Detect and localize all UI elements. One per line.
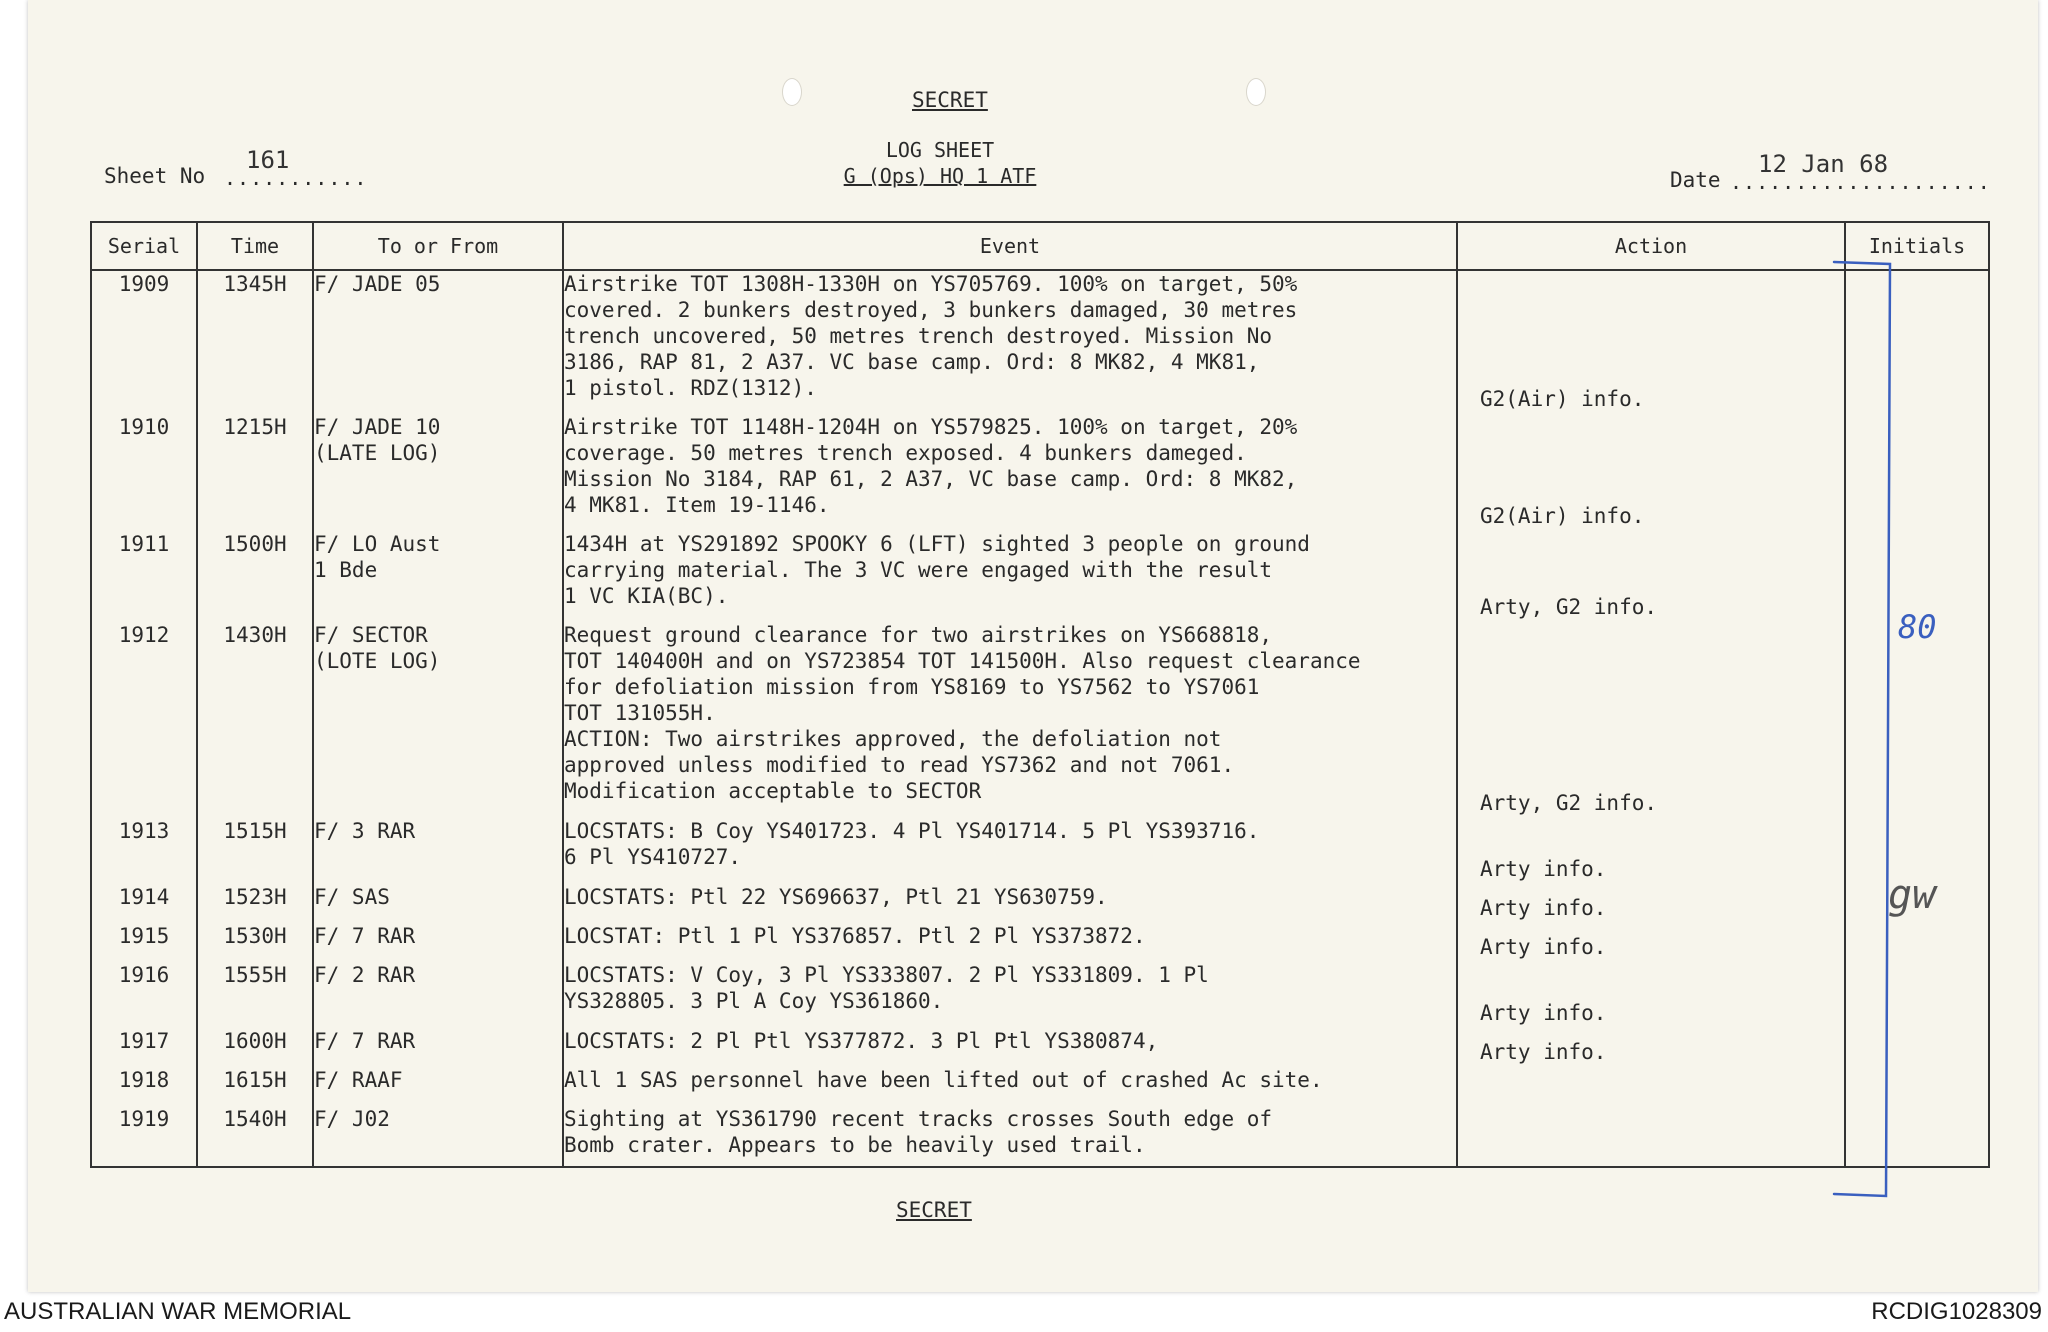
sheet-no-value: 161 xyxy=(246,146,290,174)
action-cell xyxy=(1457,414,1845,531)
action-cell xyxy=(1457,962,1845,1028)
action-text: G2(Air) info. xyxy=(1480,504,1645,528)
sheet-no-label: Sheet No xyxy=(104,164,206,188)
action-cell xyxy=(1457,818,1845,884)
event-cell: LOCSTATS: Ptl 22 YS696637, Ptl 21 YS630759. xyxy=(563,884,1457,923)
time-cell: 1430H xyxy=(197,622,313,818)
date-value: 12 Jan 68 xyxy=(1758,150,1889,178)
initials-signature: gw xyxy=(1888,872,1937,918)
action-cell xyxy=(1457,270,1845,414)
time-cell: 1345H xyxy=(197,270,313,414)
action-text: Arty info. xyxy=(1480,1001,1607,1025)
time-cell: 1523H xyxy=(197,884,313,923)
time-cell: 1540H xyxy=(197,1106,313,1167)
serial-cell: 1916 xyxy=(91,962,197,1028)
time-cell: 1215H xyxy=(197,414,313,531)
table-row xyxy=(91,622,1989,818)
time-cell: 1555H xyxy=(197,962,313,1028)
table-row xyxy=(91,414,1989,531)
log-sheet-unit: G (Ops) HQ 1 ATF xyxy=(843,164,1037,188)
time-cell: 1530H xyxy=(197,923,313,962)
table-row xyxy=(91,818,1989,884)
table-row xyxy=(91,1106,1989,1167)
to-from-cell: F/ 7 RAR xyxy=(313,923,563,962)
col-header-to-from: To or From xyxy=(313,222,563,270)
action-cell xyxy=(1457,1106,1845,1167)
classification-top: SECRET xyxy=(912,88,988,112)
col-header-serial: Serial xyxy=(91,222,197,270)
initials-bracket xyxy=(1832,258,1892,1198)
time-cell: 1500H xyxy=(197,531,313,622)
event-cell: LOCSTATS: B Coy YS401723. 4 Pl YS401714. 5 Pl YS393716. 6 Pl YS410727. xyxy=(563,818,1457,884)
time-cell: 1600H xyxy=(197,1028,313,1067)
sheet-no-dots: ........... xyxy=(224,166,368,190)
action-cell xyxy=(1457,531,1845,622)
action-cell xyxy=(1457,923,1845,962)
to-from-cell: F/ 3 RAR xyxy=(313,818,563,884)
event-cell: LOCSTATS: V Coy, 3 Pl YS333807. 2 Pl YS331809. 1 Pl YS328805. 3 Pl A Coy YS361860. xyxy=(563,962,1457,1028)
event-cell: All 1 SAS personnel have been lifted out of crashed Ac site. xyxy=(563,1067,1457,1106)
serial-cell: 1917 xyxy=(91,1028,197,1067)
table-row xyxy=(91,270,1989,414)
log-sheet-title: LOG SHEET xyxy=(885,138,995,162)
log-table xyxy=(90,221,1990,1168)
to-from-cell: F/ 2 RAR xyxy=(313,962,563,1028)
to-from-cell: F/ RAAF xyxy=(313,1067,563,1106)
col-header-event: Event xyxy=(563,222,1457,270)
action-cell xyxy=(1457,884,1845,923)
punch-hole xyxy=(782,78,802,106)
table-row xyxy=(91,1067,1989,1106)
event-cell: LOCSTATS: 2 Pl Ptl YS377872. 3 Pl Ptl YS380874, xyxy=(563,1028,1457,1067)
serial-cell: 1918 xyxy=(91,1067,197,1106)
action-text: Arty info. xyxy=(1480,935,1607,959)
action-cell xyxy=(1457,1067,1845,1106)
table-row xyxy=(91,923,1989,962)
event-cell: Airstrike TOT 1308H-1330H on YS705769. 100% on target, 50% covered. 2 bunkers destroyed, 3 bunkers damaged, 30 metres trench uncovered, 50 metres trench destroyed. Mission No 3186, RAP 81, 2 A37. VC base camp. Ord: 8 MK82, 4 MK81, 1 pistol. RDZ(1312). xyxy=(563,270,1457,414)
action-cell xyxy=(1457,622,1845,818)
event-cell: Airstrike TOT 1148H-1204H on YS579825. 100% on target, 20% coverage. 50 metres trench exposed. 4 bunkers dameged. Mission No 3184, RAP 61, 2 A37, VC base camp. Ord: 8 MK82, 4 MK81. Item 19-1146. xyxy=(563,414,1457,531)
table-row xyxy=(91,1028,1989,1067)
action-text: Arty, G2 info. xyxy=(1480,595,1658,619)
action-text: Arty info. xyxy=(1480,1040,1607,1064)
serial-cell: 1913 xyxy=(91,818,197,884)
event-cell: Sighting at YS361790 recent tracks crosses South edge of Bomb crater. Appears to be heavily used trail. xyxy=(563,1106,1457,1167)
date-label: Date xyxy=(1670,168,1721,192)
serial-cell: 1919 xyxy=(91,1106,197,1167)
initials-number: 80 xyxy=(1898,608,1937,646)
col-header-initials: Initials xyxy=(1845,222,1989,270)
col-header-time: Time xyxy=(197,222,313,270)
action-text: Arty, G2 info. xyxy=(1480,791,1658,815)
to-from-cell: F/ SAS xyxy=(313,884,563,923)
date-dots: .................... xyxy=(1730,170,1991,194)
event-cell: Request ground clearance for two airstrikes on YS668818, TOT 140400H and on YS723854 TOT 141500H. Also request clearance for defoliation mission from YS8169 to YS7562 to YS7061 TOT 131055H. ACTION: Two airstrikes approved, the defoliation not approved unless modified to read YS7362 and not 7061. Modification acceptable to SECTOR xyxy=(563,622,1457,818)
serial-cell: 1914 xyxy=(91,884,197,923)
table-row xyxy=(91,962,1989,1028)
table-header-row xyxy=(91,222,1989,270)
to-from-cell: F/ SECTOR (LOTE LOG) xyxy=(313,622,563,818)
to-from-cell: F/ 7 RAR xyxy=(313,1028,563,1067)
bracket-line xyxy=(1834,262,1890,1196)
time-cell: 1515H xyxy=(197,818,313,884)
table-row xyxy=(91,884,1989,923)
punch-hole xyxy=(1246,78,1266,106)
action-text: Arty info. xyxy=(1480,857,1607,881)
to-from-cell: F/ LO Aust 1 Bde xyxy=(313,531,563,622)
serial-cell: 1911 xyxy=(91,531,197,622)
to-from-cell: F/ JADE 10 (LATE LOG) xyxy=(313,414,563,531)
action-text: G2(Air) info. xyxy=(1480,387,1645,411)
serial-cell: 1915 xyxy=(91,923,197,962)
serial-cell: 1909 xyxy=(91,270,197,414)
table-row xyxy=(91,531,1989,622)
to-from-cell: F/ JADE 05 xyxy=(313,270,563,414)
event-cell: 1434H at YS291892 SPOOKY 6 (LFT) sighted 3 people on ground carrying material. The 3 VC were engaged with the result 1 VC KIA(BC). xyxy=(563,531,1457,622)
action-text: Arty info. xyxy=(1480,896,1607,920)
col-header-action: Action xyxy=(1457,222,1845,270)
serial-cell: 1912 xyxy=(91,622,197,818)
action-cell xyxy=(1457,1028,1845,1067)
time-cell: 1615H xyxy=(197,1067,313,1106)
serial-cell: 1910 xyxy=(91,414,197,531)
footer-record-id: RCDIG1028309 xyxy=(1871,1298,2042,1325)
classification-bottom: SECRET xyxy=(896,1198,972,1222)
event-cell: LOCSTAT: Ptl 1 Pl YS376857. Ptl 2 Pl YS373872. xyxy=(563,923,1457,962)
to-from-cell: F/ J02 xyxy=(313,1106,563,1167)
footer-archive-name: AUSTRALIAN WAR MEMORIAL xyxy=(4,1298,352,1325)
